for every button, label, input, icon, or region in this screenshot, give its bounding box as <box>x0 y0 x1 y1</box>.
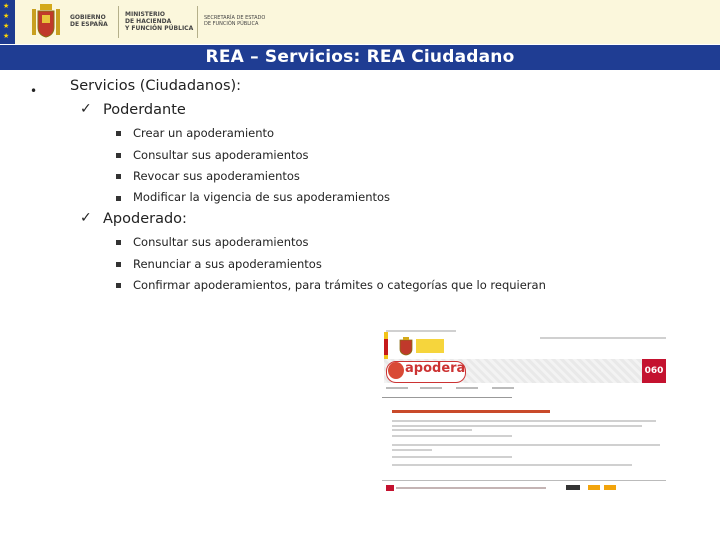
list-item: Confirmar apoderamientos, para trámites o categorías que lo requieran <box>133 278 546 292</box>
checkmark-icon: ✓ <box>80 101 92 117</box>
website-screenshot <box>372 325 666 495</box>
gov-line-1: GOBIERNO <box>70 14 106 21</box>
star-icon: ★ <box>3 22 10 30</box>
ministry-line-2: DE HACIENDA <box>125 18 172 25</box>
gov-line-2: DE ESPAÑA <box>70 21 108 28</box>
square-bullet-icon <box>116 131 121 136</box>
list-item: Revocar sus apoderamientos <box>133 169 300 183</box>
header-band <box>0 0 720 44</box>
slide-title: REA – Servicios: REA Ciudadano <box>205 47 515 67</box>
eu-flag <box>0 0 15 44</box>
square-bullet-icon <box>116 240 121 245</box>
list-item: Crear un apoderamiento <box>133 126 275 140</box>
apodera-logo: apodera <box>405 361 466 376</box>
group-label-apoderado: Apoderado: <box>103 211 187 227</box>
star-icon: ★ <box>3 2 10 10</box>
header-divider <box>118 6 119 38</box>
bullet-icon: • <box>30 84 38 98</box>
header-divider <box>197 6 198 38</box>
secretaria-line-1: SECRETARÍA DE ESTADO <box>204 15 266 21</box>
ministry-line-1: MINISTERIO <box>125 11 165 18</box>
list-item: Consultar sus apoderamientos <box>133 235 309 249</box>
square-bullet-icon <box>116 153 121 158</box>
list-item: Renunciar a sus apoderamientos <box>133 257 322 271</box>
coat-of-arms-icon <box>398 337 414 357</box>
coat-of-arms-icon <box>30 3 62 39</box>
secretaria-line-2: DE FUNCIÓN PÚBLICA <box>204 21 259 27</box>
star-icon: ★ <box>3 12 10 20</box>
services-heading: Servicios (Ciudadanos): <box>70 78 242 94</box>
star-icon: ★ <box>3 32 10 40</box>
checkmark-icon: ✓ <box>80 210 92 226</box>
square-bullet-icon <box>116 283 121 288</box>
square-bullet-icon <box>116 262 121 267</box>
square-bullet-icon <box>116 174 121 179</box>
list-item: Consultar sus apoderamientos <box>133 148 309 162</box>
group-label-poderdante: Poderdante <box>103 102 186 118</box>
ministry-line-3: Y FUNCIÓN PÚBLICA <box>125 25 194 32</box>
square-bullet-icon <box>116 196 121 201</box>
list-item: Modificar la vigencia de sus apoderamientos <box>133 190 391 204</box>
060-badge: 060 <box>642 359 666 383</box>
